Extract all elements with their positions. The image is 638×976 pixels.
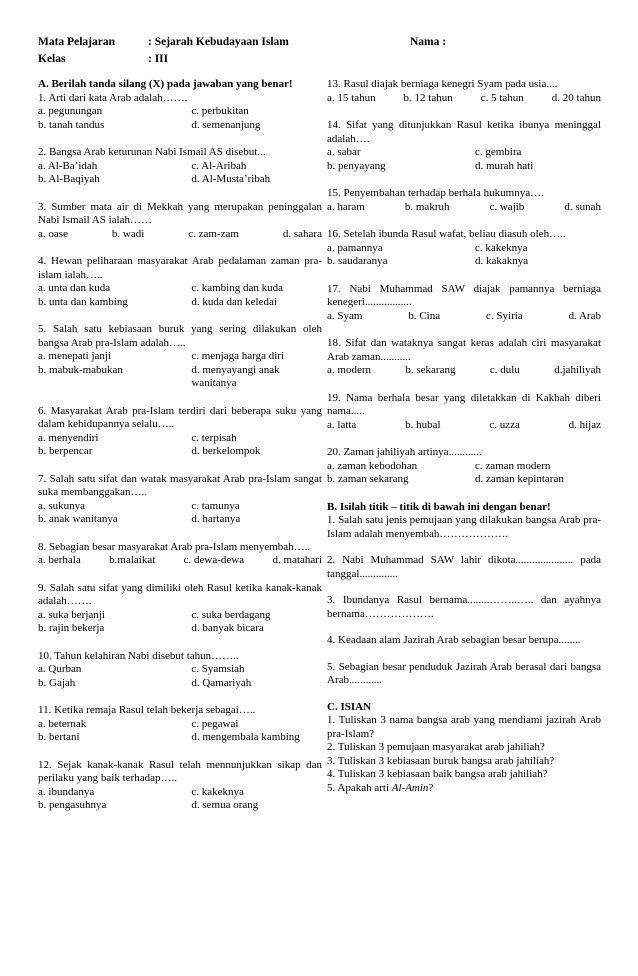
- answer-option: d. semua orang: [191, 799, 259, 811]
- answer-option: b. tanah tandus: [38, 118, 105, 131]
- section-c-title: C. ISIAN: [327, 700, 372, 713]
- answer-option: c. uzza: [489, 418, 520, 431]
- answer-option: a. 15 tahun: [327, 91, 376, 104]
- answer-option: d. matahari: [272, 554, 322, 566]
- answer-option: c. pegawai: [191, 717, 239, 730]
- question-text: 13. Rasul diajak berniaga kenegri Syam pada usia....: [327, 78, 558, 90]
- answer-option: c. menjaga harga diri: [191, 350, 285, 362]
- question-item: [327, 187, 601, 214]
- answer-options: [38, 432, 322, 459]
- answer-option: b. bertani: [38, 731, 80, 743]
- question-text: 19. Nama berhala besar yang diletakkan di Kakbah diberi nama.....: [327, 391, 601, 417]
- class-value: : III: [148, 53, 169, 65]
- answer-option: a. modern: [327, 364, 371, 376]
- answer-option: d. Al-Musta’ribah: [191, 173, 271, 185]
- answer-option: c. gembira: [474, 146, 522, 158]
- answer-option: b. unta dan kambing: [38, 295, 128, 308]
- question-item: [327, 119, 601, 173]
- question-text: 15. Penyembahan terhadap berhala hukumnya….: [327, 187, 544, 199]
- answer-option: d. 20 tahun: [551, 91, 601, 104]
- answer-option: a. pamannya: [327, 241, 383, 254]
- answer-option: a. berhala: [38, 554, 81, 566]
- question-item: [327, 283, 601, 324]
- answer-option: d. sahara: [282, 227, 322, 240]
- answer-option: b. pengasuhnya: [38, 799, 107, 811]
- answer-option: c. perbukitan: [191, 105, 249, 117]
- question-text: 17. Nabi Muhammad SAW diajak pamannya berniaga kenegeri.................: [327, 282, 601, 308]
- answer-option: c. Syamsiah: [191, 663, 245, 675]
- answer-option: b. wadi: [111, 227, 145, 240]
- class-row: [38, 53, 608, 70]
- answer-options: [327, 460, 601, 487]
- answer-options: [38, 228, 322, 242]
- question-text: 7. Salah satu sifat dan watak masyarakat Arab pra-Islam sangat suka membanggakan…..: [38, 472, 322, 498]
- answer-option: b. Gajah: [38, 676, 76, 689]
- answer-option: c. tamunya: [191, 499, 240, 512]
- answer-option: a. Al-Ba’idah: [38, 159, 98, 172]
- essay-item: 1. Tuliskan 3 nama bangsa arab yang mendiami jazirah Arab pra-Islam?: [327, 714, 601, 740]
- answer-options: [38, 160, 322, 187]
- answer-option: c. Syiria: [486, 309, 523, 322]
- section-a-instruction: A. Berilah tanda silang (X) pada jawaban yang benar!: [38, 78, 293, 90]
- answer-option: c. kambing dan kuda: [191, 282, 284, 294]
- answer-options: [38, 554, 322, 568]
- answer-option: d. hijaz: [568, 418, 601, 431]
- answer-option: a. latta: [327, 418, 357, 431]
- answer-option: b. 12 tahun: [403, 91, 453, 104]
- answer-option: b. saudaranya: [327, 255, 388, 267]
- question-text: 11. Ketika remaja Rasul telah bekerja sebagai…..: [38, 704, 256, 716]
- answer-option: c. dulu: [489, 364, 520, 376]
- answer-option: d. berkelompok: [191, 445, 261, 457]
- answer-options: [327, 146, 601, 173]
- question-item: [38, 759, 322, 813]
- question-item: [38, 541, 322, 568]
- answer-option: a. oase: [38, 227, 68, 240]
- essay-item-prefix: 5. Apakah arti: [327, 781, 390, 794]
- answer-option: d. murah hati: [474, 159, 534, 172]
- answer-option: a. zaman kebodohan: [327, 459, 418, 472]
- answer-option: b.malaikat: [109, 554, 156, 566]
- answer-option: a. ibundanya: [38, 785, 95, 798]
- question-item: [327, 337, 601, 378]
- answer-option: a. menyendiri: [38, 431, 99, 444]
- question-item: [38, 650, 322, 691]
- answer-options: [327, 310, 601, 324]
- question-item: [38, 704, 322, 745]
- fill-blank-item: 2. Nabi Muhammad SAW lahir dikota..................... pada tanggal..............: [327, 554, 601, 580]
- essay-list: [327, 714, 601, 795]
- essay-item-suffix: ?: [428, 781, 434, 794]
- question-item: [38, 255, 322, 309]
- worksheet-header: [38, 36, 608, 70]
- answer-option: d.jahiliyah: [554, 364, 601, 376]
- question-text: 2. Bangsa Arab keturunan Nabi Ismail AS disebut...: [38, 146, 266, 158]
- answer-option: d. kakaknya: [474, 255, 529, 267]
- fill-blank-item: 1. Salah satu jenis pemujaan yang dilakukan bangsa Arab pra-Islam adalah menyembah……………….: [327, 514, 601, 540]
- question-text: 3. Sumber mata air di Mekkah yang merupakan peninggalan Nabi Ismail AS ialah……: [38, 200, 322, 226]
- fill-blank-item: 4. Keadaan alam Jazirah Arab sebagian besar berupa........: [327, 634, 581, 646]
- answer-option: a. menepati janji: [38, 350, 111, 362]
- answer-options: [38, 282, 322, 309]
- answer-option: c. 5 tahun: [480, 91, 524, 104]
- answer-options: [38, 105, 322, 132]
- answer-option: c. zaman modern: [474, 459, 551, 472]
- question-item: [38, 92, 322, 133]
- answer-options: [38, 500, 322, 527]
- answer-options: [327, 364, 601, 378]
- left-column: [38, 78, 322, 827]
- essay-item: [327, 782, 601, 796]
- name-label: Nama :: [410, 36, 447, 48]
- answer-option: a. beternak: [38, 717, 87, 730]
- question-text: 16. Setelah ibunda Rasul wafat, beliau diasuh oleh…..: [327, 228, 566, 240]
- section-b-title: B. Isilah titik – titik di bawah ini dengan benar!: [327, 500, 551, 513]
- subject-value: : Sejarah Kebudayaan Islam: [148, 36, 289, 48]
- question-text: 12. Sejak kanak-kanak Rasul telah mennunjukkan sikap dan perilaku yang baik terhadap…..: [38, 758, 322, 784]
- essay-item: 3. Tuliskan 3 kebiasaan buruk bangsa arab jahiliah?: [327, 754, 555, 767]
- answer-option: a. haram: [327, 200, 365, 213]
- question-item: [327, 446, 601, 487]
- answer-option: b. Cina: [408, 309, 441, 322]
- question-text: 4. Hewan peliharaan masyarakat Arab pedalaman zaman pra-islam ialah…..: [38, 255, 322, 281]
- question-item: [327, 392, 601, 433]
- essay-item: 2. Tuliskan 3 pemujaan masyarakat arab jahiliah?: [327, 741, 545, 753]
- answer-option: a. suka berjanji: [38, 608, 105, 621]
- question-item: [38, 582, 322, 636]
- answer-option: a. sukunya: [38, 499, 86, 512]
- answer-option: d. hartanya: [191, 513, 241, 525]
- question-item: [38, 201, 322, 242]
- answer-option: d. kuda dan keledai: [191, 295, 277, 308]
- subject-label: Mata Pelajaran: [38, 36, 115, 48]
- answer-option: d. Arab: [568, 309, 601, 322]
- answer-option: d. zaman kepintaran: [474, 473, 564, 485]
- answer-option: b. hubal: [405, 418, 441, 431]
- question-item: [38, 473, 322, 527]
- answer-option: a. sabar: [327, 146, 361, 158]
- essay-item: 4. Tuliskan 3 kebiasaan baik bangsa arab jahiliah?: [327, 768, 548, 780]
- answer-option: c. dewa-dewa: [183, 554, 245, 566]
- answer-option: b. rajin bekerja: [38, 622, 105, 634]
- answer-option: b. berpencar: [38, 445, 93, 457]
- answer-option: d. mengembala kambing: [191, 731, 300, 743]
- answer-option: a. Syam: [327, 309, 363, 322]
- question-item: [327, 78, 601, 105]
- question-text: 1. Arti dari kata Arab adalah…….: [38, 91, 188, 104]
- answer-option: d. menyayangi anak wanitanya: [191, 363, 280, 389]
- answer-option: d. sunah: [564, 200, 601, 213]
- answer-option: b. Al-Baqiyah: [38, 173, 100, 185]
- answer-option: b. penyayang: [327, 159, 386, 172]
- answer-option: b. sekarang: [405, 364, 456, 376]
- question-text: 6. Masyarakat Arab pra-Islam terdiri dari beberapa suku yang dalam kehidupannya selalu…..: [38, 404, 322, 430]
- answer-option: b. mabuk-mabukan: [38, 363, 123, 376]
- answer-options: [327, 201, 601, 215]
- answer-options: [38, 786, 322, 813]
- question-item: [38, 405, 322, 459]
- question-text: 5. Salah satu kebiasaan buruk yang sering dilakukan oleh bangsa Arab pra-Islam adalah…..: [38, 323, 322, 349]
- answer-option: a. pegunungan: [38, 105, 103, 117]
- question-text: 18. Sifat dan wataknya sangat keras adalah ciri masyarakat Arab zaman...........: [327, 337, 601, 363]
- answer-option: d. Qamariyah: [191, 676, 252, 689]
- answer-option: c. Al-Aribah: [191, 159, 247, 172]
- answer-options: [38, 663, 322, 690]
- right-column: [327, 78, 601, 795]
- fill-blank-item: 3. Ibundanya Rasul bernama........……..….. dan ayahnya bernama……………….: [327, 594, 601, 620]
- question-text: 8. Sebagian besar masyarakat Arab pra-Islam menyembah…..: [38, 540, 311, 553]
- answer-option: a. unta dan kuda: [38, 282, 111, 294]
- answer-option: a. Qurban: [38, 663, 82, 675]
- answer-option: c. terpisah: [191, 431, 237, 444]
- answer-option: b. anak wanitanya: [38, 513, 118, 525]
- answer-option: d. semenanjung: [191, 118, 261, 131]
- answer-option: b. makruh: [404, 200, 450, 213]
- answer-options: [327, 419, 601, 433]
- answer-options: [38, 609, 322, 636]
- class-label: Kelas: [38, 53, 66, 65]
- question-text: 10. Tahun kelahiran Nabi disebut tahun……..: [38, 649, 239, 662]
- question-item: [327, 228, 601, 269]
- answer-option: b. zaman sekarang: [327, 473, 409, 485]
- answer-option: c. zam-zam: [188, 227, 239, 240]
- subject-row: [38, 36, 608, 53]
- question-text: 14. Sifat yang ditunjukkan Rasul ketika ibunya meninggal adalah….: [327, 119, 601, 145]
- answer-option: d. banyak bicara: [191, 622, 264, 634]
- answer-options: [327, 92, 601, 106]
- question-item: [38, 323, 322, 391]
- question-text: 20. Zaman jahiliyah artinya............: [327, 446, 482, 458]
- question-text: 9. Salah satu sifat yang dimiliki oleh Rasul ketika kanak-kanak adalah…….: [38, 581, 322, 607]
- answer-option: c. wajib: [489, 200, 525, 213]
- answer-option: c. suka berdagang: [191, 608, 271, 621]
- answer-options: [38, 718, 322, 745]
- essay-item-term: Al-Amin: [391, 781, 429, 794]
- answer-options: [327, 242, 601, 269]
- fill-blank-item: 5. Sebagian besar penduduk Jazirah Arab berasal dari bangsa Arab............: [327, 660, 601, 686]
- question-item: [38, 146, 322, 187]
- answer-option: c. kakeknya: [474, 241, 528, 254]
- answer-options: [38, 350, 322, 391]
- answer-option: c. kakeknya: [191, 785, 244, 798]
